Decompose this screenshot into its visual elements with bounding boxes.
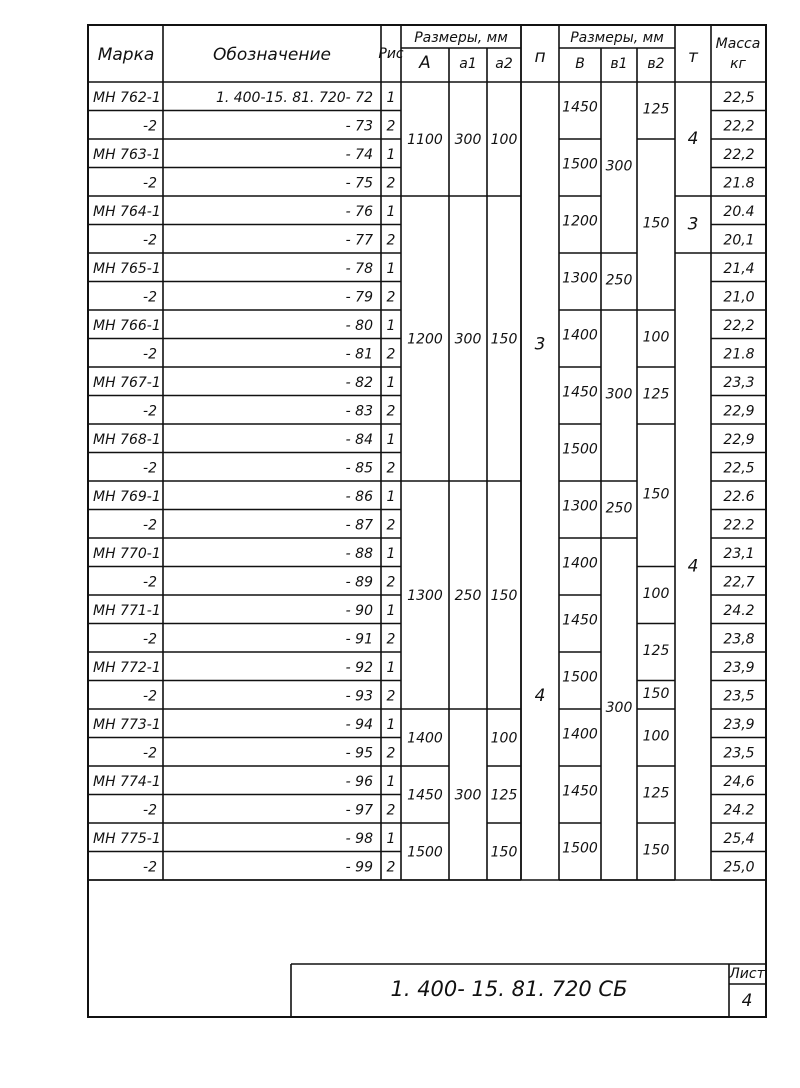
dim-b2: 150 (642, 215, 670, 232)
row-mass: 21,4 (723, 261, 755, 277)
row-marka: -2 (143, 574, 157, 591)
dim-a2: 125 (490, 787, 518, 804)
row-oboznachenie: - 98 (345, 831, 373, 847)
dim-B: 1200 (562, 213, 598, 230)
header-B: В (575, 56, 585, 72)
dim-B: 1500 (562, 840, 598, 857)
row-mass: 23,5 (723, 688, 755, 705)
dim-b1: 250 (605, 500, 633, 517)
dim-B: 1500 (562, 441, 598, 458)
dim-B: 1400 (562, 726, 598, 743)
dim-m: 4 (687, 129, 699, 149)
row-oboznachenie: - 77 (345, 232, 373, 249)
row-mass: 20,1 (723, 232, 755, 249)
row-mass: 24.2 (723, 603, 755, 619)
row-ris: 1 (386, 774, 396, 790)
row-marka: МН 766-1 (93, 318, 161, 334)
header-A: А (419, 53, 431, 73)
header-a1: a1 (459, 56, 477, 72)
dim-b2: 125 (642, 643, 670, 659)
row-marka: -2 (143, 631, 157, 648)
dim-a2: 150 (490, 844, 518, 861)
row-mass: 25,4 (723, 831, 755, 847)
row-marka: -2 (143, 289, 157, 306)
dim-a2: 100 (490, 730, 518, 747)
row-ris: 1 (386, 603, 396, 619)
row-oboznachenie: - 89 (345, 574, 373, 591)
dim-b2: 100 (642, 586, 670, 602)
header-massa: Масса (715, 36, 761, 52)
row-oboznachenie: - 73 (345, 118, 373, 135)
stamp-code: 1. 400- 15. 81. 720 СБ (390, 977, 628, 1001)
row-marka: МН 772-1 (93, 660, 161, 676)
row-marka: МН 764-1 (93, 204, 161, 220)
dim-B: 1450 (562, 612, 598, 629)
row-ris: 1 (386, 546, 396, 562)
dim-b2: 100 (642, 329, 670, 346)
row-marka: -2 (143, 802, 157, 819)
row-marka: МН 771-1 (93, 603, 161, 619)
row-oboznachenie: - 99 (345, 859, 373, 876)
header-kg: кг (730, 56, 746, 72)
row-oboznachenie: - 88 (345, 546, 373, 562)
header-razmery-2: Размеры, мм (570, 30, 664, 46)
drawing-sheet (87, 24, 767, 1018)
row-oboznachenie: - 75 (345, 175, 373, 192)
row-mass: 21,0 (723, 289, 755, 306)
dim-B: 1300 (562, 270, 598, 287)
dim-m: 3 (687, 214, 699, 235)
header-m: т (688, 47, 698, 67)
row-oboznachenie: - 74 (345, 147, 373, 163)
row-mass: 24.2 (723, 802, 755, 819)
dim-B: 1400 (562, 327, 598, 344)
row-oboznachenie: - 84 (345, 432, 373, 448)
stamp-list-label: Лист (729, 966, 765, 982)
dim-A: 1300 (407, 588, 443, 604)
dim-B: 1450 (562, 99, 598, 116)
row-mass: 21.8 (723, 346, 755, 363)
dim-A: 1500 (407, 844, 443, 861)
row-oboznachenie: - 86 (345, 489, 373, 505)
row-oboznachenie: 1. 400-15. 81. 720- 72 (215, 90, 373, 106)
dim-B: 1450 (562, 783, 598, 800)
row-ris: 2 (386, 460, 396, 477)
dim-a1: 300 (454, 331, 482, 348)
spec-table (89, 26, 765, 1016)
dim-m: 4 (687, 556, 699, 577)
row-mass: 22,9 (723, 432, 755, 448)
table-text (93, 30, 765, 1011)
row-marka: -2 (143, 346, 157, 363)
dim-n: 3 (534, 334, 546, 355)
dim-a2: 100 (490, 132, 518, 148)
row-marka: МН 774-1 (93, 774, 161, 790)
row-mass: 24,6 (723, 774, 755, 790)
row-mass: 22.2 (723, 517, 755, 534)
row-ris: 2 (386, 232, 396, 249)
row-marka: МН 762-1 (93, 90, 161, 106)
row-marka: -2 (143, 745, 157, 762)
row-marka: -2 (143, 460, 157, 477)
row-ris: 2 (386, 631, 396, 648)
row-marka: МН 768-1 (93, 432, 161, 448)
header-a2: a2 (495, 56, 513, 72)
row-ris: 1 (386, 147, 396, 163)
row-ris: 2 (386, 802, 396, 819)
row-oboznachenie: - 92 (345, 660, 373, 676)
row-mass: 21.8 (723, 175, 755, 192)
row-ris: 2 (386, 574, 396, 591)
row-ris: 2 (386, 517, 396, 534)
dim-a2: 150 (490, 588, 518, 604)
row-mass: 22,5 (723, 90, 755, 106)
row-oboznachenie: - 93 (345, 688, 373, 705)
row-ris: 1 (386, 90, 396, 106)
table-grid (89, 26, 765, 1016)
row-oboznachenie: - 82 (345, 375, 373, 391)
row-oboznachenie: - 90 (345, 603, 373, 619)
row-marka: -2 (143, 403, 157, 420)
row-ris: 1 (386, 489, 396, 505)
dim-A: 1400 (407, 730, 443, 747)
dim-A: 1450 (407, 787, 443, 804)
dim-b2: 125 (642, 785, 670, 802)
row-oboznachenie: - 80 (345, 318, 373, 334)
row-oboznachenie: - 95 (345, 745, 373, 762)
row-oboznachenie: - 83 (345, 403, 373, 420)
row-oboznachenie: - 78 (345, 261, 373, 277)
row-marka: -2 (143, 232, 157, 249)
dim-B: 1500 (562, 156, 598, 173)
stamp-list-number: 4 (741, 991, 753, 1011)
row-mass: 23,9 (723, 660, 755, 676)
dim-b1: 300 (605, 700, 633, 716)
row-ris: 2 (386, 745, 396, 762)
dim-b1: 250 (605, 272, 633, 289)
header-b2: в2 (647, 56, 665, 72)
row-mass: 22,2 (723, 147, 755, 163)
header-b1: в1 (610, 56, 628, 72)
row-ris: 2 (386, 289, 396, 306)
dim-a1: 300 (454, 132, 482, 148)
dim-b2: 150 (642, 486, 670, 503)
row-marka: МН 767-1 (93, 375, 161, 391)
row-marka: -2 (143, 175, 157, 192)
row-marka: МН 770-1 (93, 546, 161, 562)
row-oboznachenie: - 76 (345, 204, 373, 220)
row-mass: 22,2 (723, 318, 755, 334)
row-ris: 1 (386, 318, 396, 334)
dim-b2: 150 (642, 685, 670, 702)
row-oboznachenie: - 97 (345, 802, 373, 819)
dim-A: 1200 (407, 331, 443, 348)
dim-b2: 125 (642, 386, 670, 403)
dim-b2: 125 (642, 101, 670, 118)
dim-b2: 100 (642, 728, 670, 745)
header-ris: Рис (378, 46, 404, 62)
dim-B: 1450 (562, 384, 598, 401)
dim-b1: 300 (605, 158, 633, 175)
row-ris: 1 (386, 261, 396, 277)
row-mass: 20.4 (723, 204, 755, 220)
row-ris: 1 (386, 204, 396, 220)
row-mass: 22,2 (723, 118, 755, 135)
row-oboznachenie: - 91 (345, 631, 373, 648)
row-marka: -2 (143, 118, 157, 135)
row-mass: 23,5 (723, 745, 755, 762)
row-mass: 23,1 (723, 546, 755, 562)
row-ris: 2 (386, 346, 396, 363)
row-marka: -2 (143, 688, 157, 705)
row-ris: 2 (386, 859, 396, 876)
row-ris: 2 (386, 118, 396, 135)
row-mass: 23,9 (723, 717, 755, 733)
row-marka: МН 765-1 (93, 261, 161, 277)
row-mass: 22,5 (723, 460, 755, 477)
row-ris: 1 (386, 717, 396, 733)
header-marka: Марка (97, 45, 155, 65)
header-razmery-1: Размеры, мм (414, 30, 508, 46)
dim-A: 1100 (407, 132, 443, 148)
row-marka: -2 (143, 859, 157, 876)
row-ris: 1 (386, 660, 396, 676)
dim-b2: 150 (642, 842, 670, 859)
dim-a2: 150 (490, 331, 518, 348)
dim-B: 1400 (562, 555, 598, 572)
row-mass: 23,8 (723, 631, 755, 648)
row-ris: 1 (386, 375, 396, 391)
row-mass: 25,0 (723, 859, 755, 876)
row-oboznachenie: - 94 (345, 717, 373, 733)
row-ris: 2 (386, 688, 396, 705)
row-ris: 1 (386, 432, 396, 448)
dim-b1: 300 (605, 386, 633, 403)
dim-n: 4 (534, 686, 546, 706)
row-mass: 22,9 (723, 403, 755, 420)
row-oboznachenie: - 79 (345, 289, 373, 306)
header-oboznachenie: Обозначение (213, 45, 331, 65)
row-oboznachenie: - 87 (345, 517, 373, 534)
row-marka: МН 763-1 (93, 147, 161, 163)
row-ris: 1 (386, 831, 396, 847)
row-mass: 22,7 (723, 574, 755, 591)
dim-a1: 250 (454, 588, 482, 604)
dim-a1: 300 (454, 787, 482, 804)
row-oboznachenie: - 85 (345, 460, 373, 477)
row-mass: 23,3 (723, 375, 755, 391)
header-n: п (534, 47, 546, 67)
row-marka: МН 775-1 (93, 831, 161, 847)
row-mass: 22.6 (723, 489, 755, 505)
row-marka: МН 773-1 (93, 717, 161, 733)
row-ris: 2 (386, 403, 396, 420)
dim-B: 1500 (562, 669, 598, 686)
row-oboznachenie: - 81 (345, 346, 373, 363)
row-ris: 2 (386, 175, 396, 192)
row-marka: МН 769-1 (93, 489, 161, 505)
dim-B: 1300 (562, 498, 598, 515)
row-oboznachenie: - 96 (345, 774, 373, 790)
row-marka: -2 (143, 517, 157, 534)
